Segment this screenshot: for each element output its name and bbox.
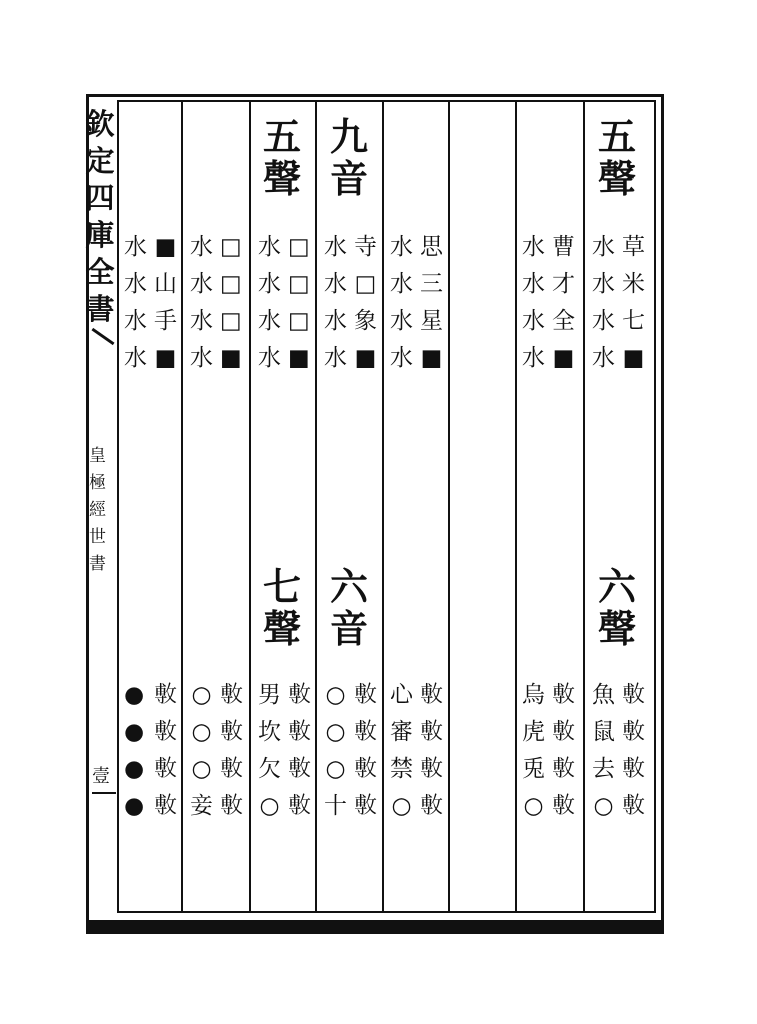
glyph: 曹	[552, 234, 575, 260]
column-rule	[181, 100, 183, 913]
glyph: 𢾭	[220, 719, 243, 745]
glyph: ■	[354, 345, 377, 371]
column-rule	[448, 100, 450, 913]
glyph: 𢾭	[420, 682, 443, 708]
glyph: ○	[325, 682, 346, 708]
glyph: 星	[420, 308, 443, 334]
glyph: 心	[390, 682, 413, 708]
glyph: 水	[190, 308, 213, 334]
heading-char: 五	[263, 114, 302, 159]
glyph: 水	[592, 234, 615, 260]
glyph: 𢾭	[220, 793, 243, 819]
glyph: 𢾭	[288, 682, 311, 708]
glyph: 𢾭	[552, 719, 575, 745]
page-number-rule	[92, 792, 116, 794]
text-column	[258, 684, 281, 818]
heading-bottom-left	[263, 564, 302, 651]
book-title-char: 書	[89, 554, 106, 574]
glyph: ●	[124, 756, 145, 782]
glyph: 𢾭	[420, 793, 443, 819]
text-column	[324, 236, 347, 370]
text-column	[354, 684, 377, 818]
page-number: 壹	[92, 766, 110, 787]
text-column	[522, 684, 545, 818]
glyph: 水	[190, 271, 213, 297]
glyph: 𢾭	[552, 756, 575, 782]
glyph: 水	[324, 271, 347, 297]
bottom-border-bar	[86, 920, 664, 934]
glyph: 水	[522, 308, 545, 334]
glyph: 男	[258, 682, 281, 708]
column-rule	[515, 100, 517, 913]
text-column	[552, 684, 575, 818]
text-column	[220, 236, 242, 370]
glyph: 虎	[522, 719, 545, 745]
glyph: 草	[622, 234, 645, 260]
glyph: 坎	[258, 719, 281, 745]
glyph: 𢾭	[420, 719, 443, 745]
glyph: 水	[124, 234, 147, 260]
glyph: 𢾭	[354, 682, 377, 708]
glyph: □	[288, 234, 310, 260]
glyph: ●	[124, 719, 145, 745]
glyph: 水	[592, 308, 615, 334]
margin-title-char: 欽	[85, 107, 115, 141]
glyph: ○	[191, 756, 212, 782]
glyph: ○	[191, 719, 212, 745]
margin-title	[84, 107, 116, 326]
glyph: 水	[258, 271, 281, 297]
glyph: 烏	[522, 682, 545, 708]
book-title-char: 皇	[89, 446, 106, 466]
column-rule	[583, 100, 585, 913]
margin-title-char: 全	[85, 255, 115, 289]
glyph: 水	[390, 234, 413, 260]
heading-char: 九	[330, 114, 369, 159]
text-column	[592, 684, 615, 818]
glyph: 水	[324, 308, 347, 334]
glyph: 水	[592, 345, 615, 371]
margin-title-char: 四	[85, 181, 115, 215]
glyph: ■	[220, 345, 242, 371]
glyph: ○	[325, 719, 346, 745]
text-column	[622, 684, 645, 818]
glyph: 𢾭	[288, 756, 311, 782]
glyph: 水	[390, 345, 413, 371]
heading-bottom-mid	[330, 564, 369, 651]
glyph: 水	[390, 308, 413, 334]
glyph: 𢾭	[354, 756, 377, 782]
glyph: 水	[124, 308, 147, 334]
glyph: ■	[154, 234, 177, 260]
text-column	[220, 684, 243, 818]
glyph: 𢾭	[220, 756, 243, 782]
text-column	[390, 684, 413, 818]
margin-title-char: 庫	[85, 218, 115, 252]
glyph: 𢾭	[552, 793, 575, 819]
heading-char: 五	[598, 114, 637, 159]
text-column	[190, 236, 213, 370]
glyph: 水	[324, 345, 347, 371]
book-title	[89, 448, 106, 573]
glyph: 審	[390, 719, 413, 745]
glyph: ○	[191, 682, 212, 708]
glyph: 手	[154, 308, 177, 334]
glyph: 欠	[258, 756, 281, 782]
text-column	[154, 684, 177, 818]
glyph: 寺	[354, 234, 377, 260]
glyph: ■	[622, 345, 645, 371]
text-column	[420, 236, 443, 370]
glyph: 水	[258, 345, 281, 371]
margin-title-char: 定	[85, 144, 115, 178]
glyph: 水	[258, 308, 281, 334]
glyph: ○	[325, 756, 346, 782]
glyph: 水	[190, 234, 213, 260]
glyph: 全	[552, 308, 575, 334]
glyph: 三	[420, 271, 443, 297]
glyph: 𢾭	[354, 719, 377, 745]
glyph: 兎	[522, 756, 545, 782]
glyph: 水	[124, 345, 147, 371]
glyph: 𢾭	[220, 682, 243, 708]
glyph: 𢾭	[288, 793, 311, 819]
glyph: 𢾭	[622, 756, 645, 782]
glyph: ■	[154, 345, 177, 371]
glyph: 水	[592, 271, 615, 297]
book-title-char: 極	[89, 473, 106, 493]
book-title-char: 經	[89, 500, 106, 520]
glyph: 水	[522, 234, 545, 260]
glyph: □	[288, 308, 310, 334]
glyph: 十	[324, 793, 347, 819]
text-column	[154, 236, 177, 370]
glyph: 水	[324, 234, 347, 260]
glyph: 去	[592, 756, 615, 782]
glyph: ○	[523, 793, 544, 819]
heading-char: 音	[330, 606, 369, 651]
glyph: 𢾭	[622, 719, 645, 745]
text-column	[592, 236, 615, 370]
column-rule	[315, 100, 317, 913]
heading-char: 六	[598, 564, 637, 609]
heading-char: 聲	[263, 606, 302, 651]
text-column	[124, 236, 147, 370]
text-column	[390, 236, 413, 370]
heading-char: 聲	[598, 606, 637, 651]
glyph: 鼠	[592, 719, 615, 745]
glyph: □	[220, 234, 242, 260]
text-column	[354, 236, 377, 370]
heading-char: 聲	[598, 156, 637, 201]
glyph: 𢾭	[622, 793, 645, 819]
heading-char: 聲	[263, 156, 302, 201]
glyph: 魚	[592, 682, 615, 708]
heading-char: 七	[263, 564, 302, 609]
glyph: 水	[522, 345, 545, 371]
glyph: 𢾭	[154, 682, 177, 708]
glyph: ○	[391, 793, 412, 819]
text-column	[288, 684, 311, 818]
glyph: 𢾭	[154, 756, 177, 782]
glyph: 𢾭	[154, 719, 177, 745]
glyph: 水	[190, 345, 213, 371]
glyph: 𢾭	[420, 756, 443, 782]
glyph: □	[220, 308, 242, 334]
glyph: □	[220, 271, 242, 297]
text-column	[552, 236, 575, 370]
glyph: 水	[124, 271, 147, 297]
glyph: 水	[522, 271, 545, 297]
column-rule	[382, 100, 384, 913]
glyph: ■	[552, 345, 575, 371]
column-rule	[249, 100, 251, 913]
margin-title-char: 書	[85, 292, 115, 326]
heading-top-right	[598, 114, 637, 201]
glyph: 象	[354, 308, 377, 334]
text-column	[190, 684, 213, 818]
glyph: ■	[420, 345, 443, 371]
text-column	[124, 684, 144, 818]
heading-top-left	[263, 114, 302, 201]
glyph: ○	[259, 793, 280, 819]
glyph: 𢾭	[288, 719, 311, 745]
glyph: ●	[124, 793, 145, 819]
text-column	[622, 236, 645, 370]
text-column	[522, 236, 545, 370]
heading-char: 六	[330, 564, 369, 609]
glyph: 𢾭	[622, 682, 645, 708]
glyph: 禁	[390, 756, 413, 782]
glyph: 𢾭	[154, 793, 177, 819]
glyph: 山	[154, 271, 177, 297]
heading-bottom-right	[598, 564, 637, 651]
glyph: 𢾭	[552, 682, 575, 708]
glyph: 𢾭	[354, 793, 377, 819]
heading-char: 音	[330, 156, 369, 201]
heading-top-mid	[330, 114, 369, 201]
glyph: 水	[390, 271, 413, 297]
glyph: 妾	[190, 793, 213, 819]
glyph: ○	[593, 793, 614, 819]
text-column	[288, 236, 310, 370]
glyph: □	[354, 271, 377, 297]
glyph: 水	[258, 234, 281, 260]
text-column	[324, 684, 347, 818]
text-column	[258, 236, 281, 370]
glyph: 才	[552, 271, 575, 297]
text-column	[420, 684, 443, 818]
glyph: ●	[124, 682, 145, 708]
glyph: □	[288, 271, 310, 297]
glyph: 米	[622, 271, 645, 297]
glyph: ■	[288, 345, 310, 371]
glyph: 思	[420, 234, 443, 260]
glyph: 七	[622, 308, 645, 334]
book-title-char: 世	[89, 527, 106, 547]
